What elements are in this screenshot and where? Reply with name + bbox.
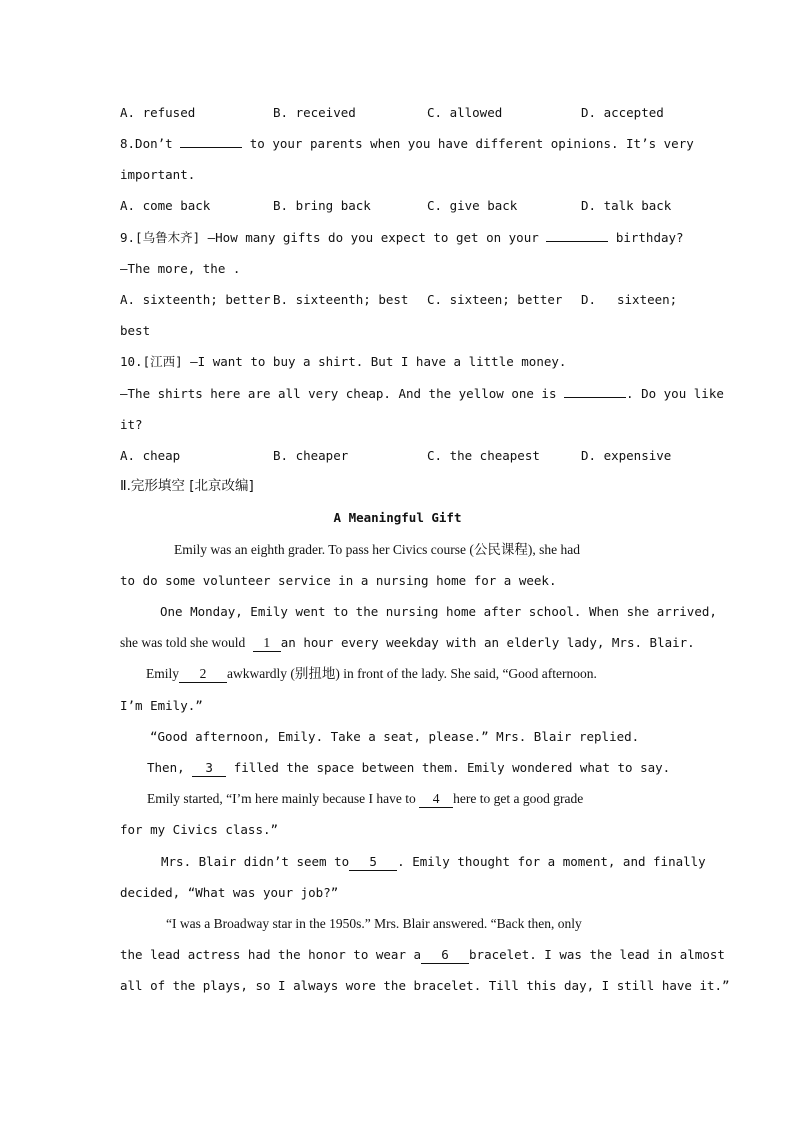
paragraph-line: “I was a Broadway star in the 1950s.” Mrs. Blair answered. “Back then, only: [166, 916, 582, 931]
paragraph-line: Emily started, “I’m here mainly because I have to 4 here to get a good grade: [147, 791, 584, 806]
paragraph-line: Emily 2 awkwardly (别扭地) in front of the lady. She said, “Good afternoon.: [146, 666, 597, 681]
option-c: C. allowed: [427, 105, 503, 120]
option-d: D. talk back: [581, 198, 672, 213]
paragraph-line: decided, “What was your job?”: [120, 885, 339, 900]
option-b: B. bring back: [273, 198, 371, 213]
option-a: A. refused: [120, 105, 196, 120]
section-heading: Ⅱ.完形填空 [北京改编]: [120, 478, 254, 494]
passage-title: A Meaningful Gift: [333, 510, 462, 525]
q10-reply-cont: it?: [120, 417, 143, 432]
q8-stem-cont: important.: [120, 167, 196, 182]
option-b: B. sixteenth; best: [273, 292, 409, 307]
paragraph-line: Then, 3 filled the space between them. Emily wondered what to say.: [147, 760, 671, 775]
option-c: C. give back: [427, 198, 518, 213]
option-a: A. sixteenth; better: [120, 292, 271, 307]
paragraph-line: One Monday, Emily went to the nursing home after school. When she arrived,: [160, 604, 717, 619]
answer-blank: [546, 227, 608, 242]
option-d: D. accepted: [581, 105, 664, 120]
option-d: D.: [581, 292, 597, 307]
blank-6: 6: [421, 947, 469, 964]
answer-blank: [564, 383, 626, 398]
blank-4: 4: [419, 791, 453, 808]
blank-5: 5: [349, 854, 397, 871]
option-b: B. received: [273, 105, 356, 120]
option-c: C. sixteen; better: [427, 292, 563, 307]
paragraph-line: I’m Emily.”: [120, 698, 203, 713]
option-d: D. expensive: [581, 448, 672, 463]
q9-reply: —The more, the .: [120, 261, 241, 276]
option-a: A. come back: [120, 198, 211, 213]
paragraph-line: Emily was an eighth grader. To pass her Civics course (公民课程), she had: [174, 542, 580, 557]
paragraph-line: to do some volunteer service in a nursing home for a week.: [120, 573, 557, 588]
paragraph-line: Mrs. Blair didn’t seem to 5 . Emily thought for a moment, and finally: [161, 854, 706, 869]
paragraph-line: she was told she would 1 an hour every weekday with an elderly lady, Mrs. Blair.: [120, 635, 695, 650]
option-c: C. the cheapest: [427, 448, 540, 463]
blank-1: 1: [253, 635, 281, 652]
option-d-text: sixteen;: [617, 292, 678, 307]
paragraph-line: all of the plays, so I always wore the bracelet. Till this day, I still have it.”: [120, 978, 730, 993]
option-b: B. cheaper: [273, 448, 349, 463]
q9-stem: 9.[乌鲁木齐] —How many gifts do you expect to get on your birthday?: [120, 222, 675, 253]
q8-stem: 8.Don’t to your parents when you have different opinions. It’s very: [120, 128, 675, 159]
answer-blank: [180, 133, 242, 148]
q10-stem: 10.[江西] —I want to buy a shirt. But I have a little money.: [120, 354, 567, 369]
blank-2: 2: [179, 666, 227, 683]
q10-reply: —The shirts here are all very cheap. And the yellow one is . Do you like: [120, 378, 675, 409]
paragraph-line: “Good afternoon, Emily. Take a seat, please.” Mrs. Blair replied.: [150, 729, 640, 744]
paragraph-line: the lead actress had the honor to wear a 6 bracelet. I was the lead in almost: [120, 947, 725, 962]
paragraph-line: for my Civics class.”: [120, 822, 279, 837]
q9-options-cont: best: [120, 323, 151, 338]
option-a: A. cheap: [120, 448, 181, 463]
blank-3: 3: [192, 760, 226, 777]
